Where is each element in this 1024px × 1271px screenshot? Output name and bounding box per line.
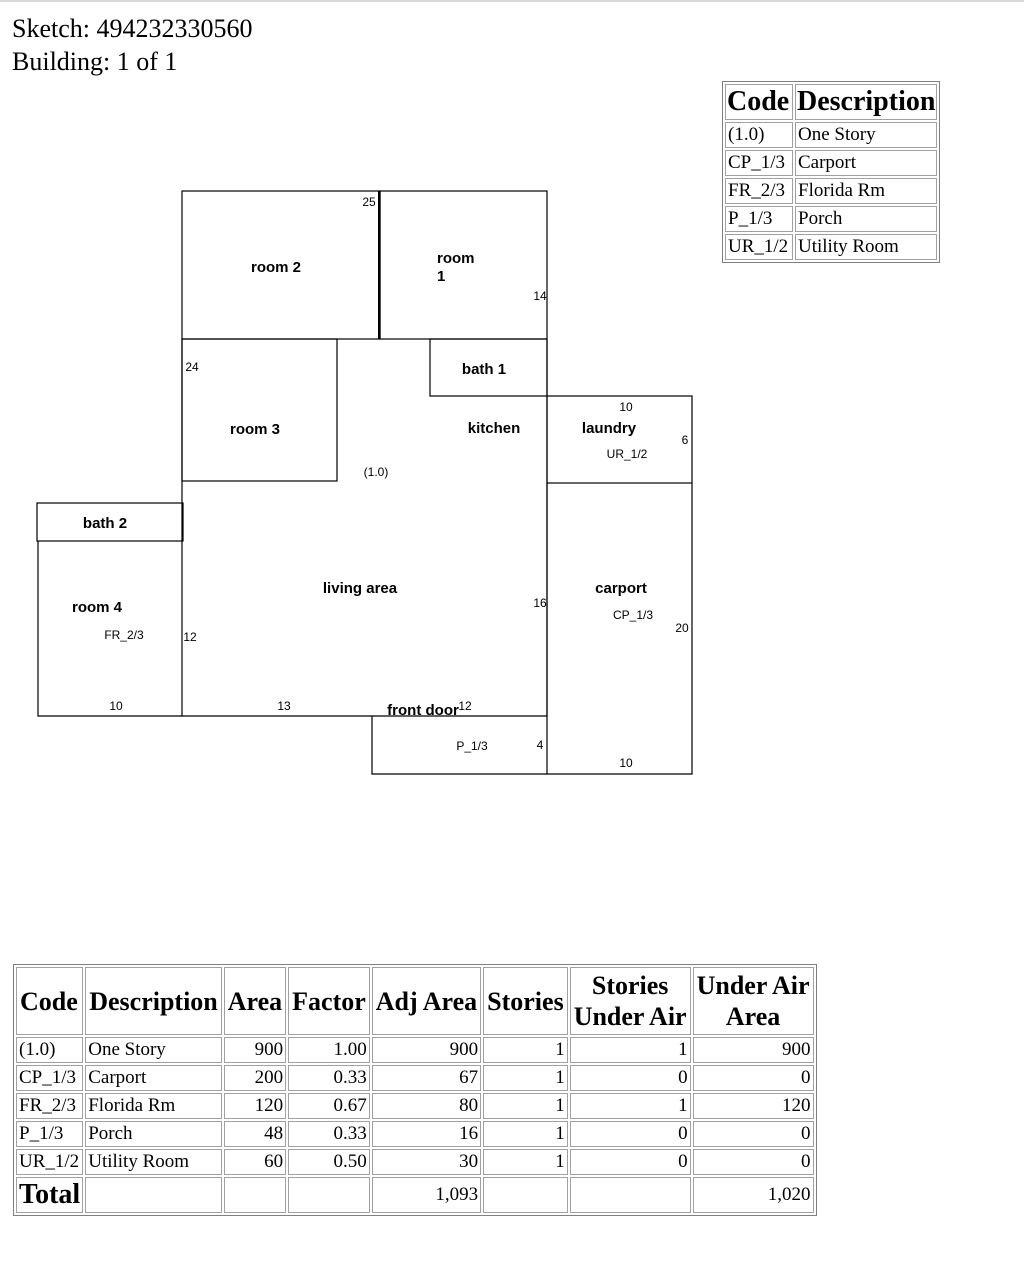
- bath-1-label: bath 1: [461, 361, 507, 378]
- wall-carport: [547, 483, 692, 774]
- legend-code: UR_1/2: [725, 234, 793, 260]
- total-empty-cell: [85, 1177, 222, 1213]
- dimension-room-4-bottom: 10: [109, 699, 123, 713]
- cell-adj-area: 80: [372, 1093, 481, 1119]
- dimension-porch-right: 4: [536, 738, 544, 752]
- cell-under-air-area: 900: [693, 1037, 814, 1063]
- dimension-porch-top: 12: [458, 699, 472, 713]
- room-2-label: room 2: [250, 259, 302, 276]
- main-area-code: (1.0): [363, 465, 389, 479]
- legend-description: Utility Room: [795, 234, 937, 260]
- cell-stories: 1: [483, 1037, 568, 1063]
- cell-under-air-area: 120: [693, 1093, 814, 1119]
- room-1-label-line2: 1: [437, 268, 446, 285]
- cell-factor: 0.33: [288, 1065, 370, 1091]
- cell-description: Utility Room: [85, 1149, 222, 1175]
- bath-2-label: bath 2: [82, 515, 128, 532]
- dimension-right-upper: 14: [533, 289, 547, 303]
- header-factor: Factor: [288, 967, 370, 1035]
- header-stories-under-air-line2: Under Air: [573, 1002, 687, 1031]
- cell-adj-area: 30: [372, 1149, 481, 1175]
- cell-factor: 0.50: [288, 1149, 370, 1175]
- cell-factor: 0.33: [288, 1121, 370, 1147]
- room-4-area-code: FR_2/3: [104, 628, 144, 642]
- front-door-label: front door: [387, 702, 459, 719]
- legend-code: FR_2/3: [725, 178, 793, 204]
- table-row: [16, 1065, 814, 1091]
- carport-label: carport: [595, 580, 647, 597]
- wall-room-3: [182, 339, 337, 481]
- cell-code: CP_1/3: [16, 1065, 83, 1091]
- room-3-label: room 3: [229, 421, 281, 438]
- header-adj-area: Adj Area: [372, 967, 481, 1035]
- room-4-label: room 4: [71, 599, 123, 616]
- dimension-left-upper: 24: [185, 360, 199, 374]
- cell-description: One Story: [85, 1037, 222, 1063]
- cell-adj-area: 67: [372, 1065, 481, 1091]
- dimension-laundry-top: 10: [619, 400, 633, 414]
- cell-stories-under-air: 1: [570, 1037, 691, 1063]
- cell-stories-under-air: 0: [570, 1121, 691, 1147]
- cell-description: Florida Rm: [85, 1093, 222, 1119]
- total-label: Total: [16, 1177, 83, 1213]
- cell-code: (1.0): [16, 1037, 83, 1063]
- total-under-air-area: 1,020: [693, 1177, 814, 1213]
- legend-header-code: Code: [725, 84, 793, 120]
- legend-code: P_1/3: [725, 206, 793, 232]
- cell-description: Porch: [85, 1121, 222, 1147]
- cell-adj-area: 16: [372, 1121, 481, 1147]
- header-stories-under-air-line1: Stories: [591, 971, 669, 1000]
- dimension-top: 25: [362, 195, 376, 209]
- cell-code: FR_2/3: [16, 1093, 83, 1119]
- legend-description: Porch: [795, 206, 937, 232]
- cell-stories: 1: [483, 1093, 568, 1119]
- dimension-carport-right: 20: [675, 621, 689, 635]
- dimension-main-right: 16: [533, 596, 547, 610]
- header-stories-under-air: [570, 967, 691, 1035]
- cell-code: UR_1/2: [16, 1149, 83, 1175]
- total-adj-area: 1,093: [372, 1177, 481, 1213]
- cell-area: 48: [224, 1121, 286, 1147]
- laundry-area-code: UR_1/2: [606, 447, 648, 461]
- cell-under-air-area: 0: [693, 1065, 814, 1091]
- cell-code: P_1/3: [16, 1121, 83, 1147]
- dimension-main-left: 12: [183, 630, 197, 644]
- building-count: Building: 1 of 1: [12, 47, 178, 76]
- cell-area: 60: [224, 1149, 286, 1175]
- cell-stories: 1: [483, 1065, 568, 1091]
- cell-stories-under-air: 1: [570, 1093, 691, 1119]
- total-empty-cell: [570, 1177, 691, 1213]
- porch-area-code: P_1/3: [456, 739, 488, 753]
- area-header-row: [16, 967, 814, 1035]
- laundry-label: laundry: [581, 420, 637, 437]
- legend-description: Carport: [795, 150, 937, 176]
- cell-under-air-area: 0: [693, 1149, 814, 1175]
- legend-code: (1.0): [725, 122, 793, 148]
- total-empty-cell: [483, 1177, 568, 1213]
- legend-header-description: Description: [795, 84, 937, 120]
- total-row: [16, 1177, 814, 1213]
- dimension-carport-bottom: 10: [619, 756, 633, 770]
- header-stories: Stories: [483, 967, 568, 1035]
- table-row: [16, 1093, 814, 1119]
- cell-area: 900: [224, 1037, 286, 1063]
- cell-description: Carport: [85, 1065, 222, 1091]
- total-empty-cell: [288, 1177, 370, 1213]
- total-empty-cell: [224, 1177, 286, 1213]
- cell-stories: 1: [483, 1149, 568, 1175]
- header-code: Code: [16, 967, 83, 1035]
- header-area: Area: [224, 967, 286, 1035]
- header-description: Description: [85, 967, 222, 1035]
- table-row: [16, 1037, 814, 1063]
- legend-code: CP_1/3: [725, 150, 793, 176]
- cell-stories-under-air: 0: [570, 1149, 691, 1175]
- legend-description: One Story: [795, 122, 937, 148]
- dimension-laundry-right: 6: [681, 433, 689, 447]
- cell-stories-under-air: 0: [570, 1065, 691, 1091]
- kitchen-label: kitchen: [467, 420, 521, 437]
- sketch-id: Sketch: 494232330560: [12, 14, 253, 43]
- cell-factor: 0.67: [288, 1093, 370, 1119]
- cell-stories: 1: [483, 1121, 568, 1147]
- cell-area: 120: [224, 1093, 286, 1119]
- cell-area: 200: [224, 1065, 286, 1091]
- header-under-air-area-line1: Under Air: [696, 971, 810, 1000]
- cell-adj-area: 900: [372, 1037, 481, 1063]
- cell-under-air-area: 0: [693, 1121, 814, 1147]
- table-row: [16, 1121, 814, 1147]
- living-area-label: living area: [322, 580, 398, 597]
- floor-plan-walls: [37, 191, 692, 774]
- cell-factor: 1.00: [288, 1037, 370, 1063]
- carport-area-code: CP_1/3: [612, 608, 654, 622]
- dimension-main-bottom: 13: [277, 699, 291, 713]
- table-row: [16, 1149, 814, 1175]
- legend-description: Florida Rm: [795, 178, 937, 204]
- header-under-air-area-line2: Area: [725, 1002, 781, 1031]
- room-1-label-line1: room: [437, 250, 475, 267]
- header-under-air-area: [693, 967, 814, 1035]
- area-summary-table: [13, 964, 817, 1216]
